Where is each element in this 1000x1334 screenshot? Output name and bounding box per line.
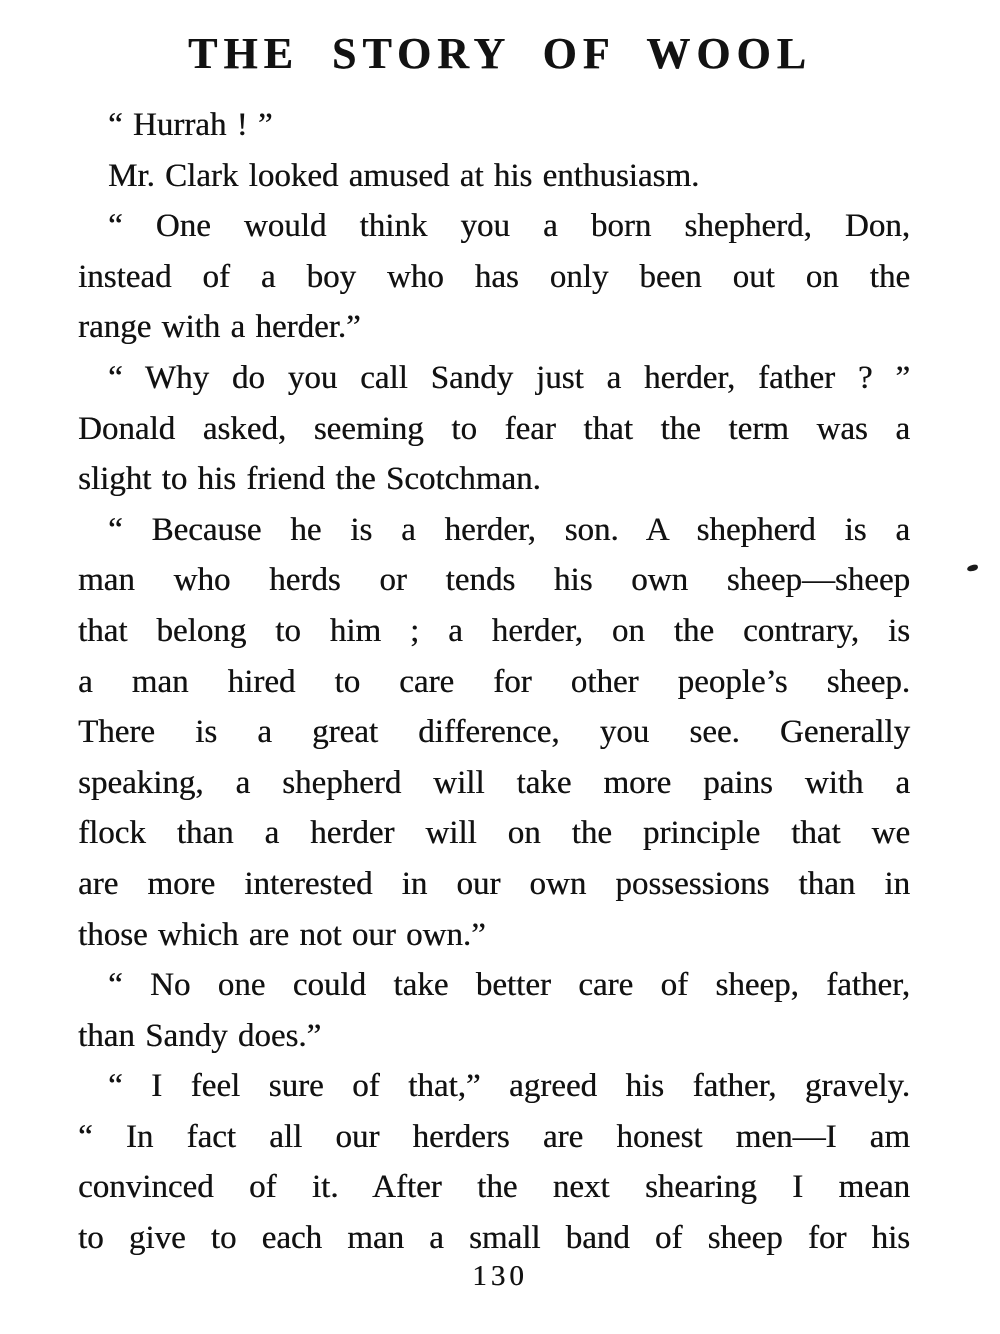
text-line: “ One would think you a born shepherd, Don,: [108, 208, 910, 245]
text-line: There is a great difference, you see. Generally: [78, 714, 910, 751]
text-line: a man hired to care for other people’s sheep.: [78, 663, 910, 700]
text-line: that belong to him ; a herder, on the contrary, is: [78, 612, 910, 649]
text-line: slight to his friend the Scotchman.: [78, 461, 541, 498]
text-line: speaking, a shepherd will take more pains with a: [78, 764, 910, 801]
text-line: Mr. Clark looked amused at his enthusiasm.: [108, 157, 700, 194]
text-line: “ Because he is a herder, son. A shepherd is a: [108, 511, 910, 548]
text-line: instead of a boy who has only been out on the: [78, 258, 910, 295]
text-line: man who herds or tends his own sheep—sheep: [78, 562, 910, 599]
text-line: “ Why do you call Sandy just a herder, father ? ”: [108, 359, 910, 396]
text-line: those which are not our own.”: [78, 916, 486, 953]
text-line: than Sandy does.”: [78, 1017, 322, 1054]
text-line: “ Hurrah ! ”: [108, 107, 273, 143]
text-line: are more interested in our own possessions than in: [78, 865, 910, 902]
text-line: range with a herder.”: [78, 309, 361, 346]
page-title: THE STORY OF WOOL: [187, 29, 812, 78]
scan-artifact-speck: [966, 564, 978, 572]
body-text: [78, 100, 910, 1264]
text-line: flock than a herder will on the principle that we: [78, 815, 910, 852]
text-line: “ No one could take better care of sheep, father,: [108, 967, 910, 1004]
text-line: to give to each man a small band of sheep for his: [78, 1220, 910, 1257]
text-line: “ In fact all our herders are honest men—I am: [78, 1118, 910, 1155]
text-line: “ I feel sure of that,” agreed his father, gravely.: [108, 1068, 910, 1105]
text-line: Donald asked, seeming to fear that the term was a: [78, 410, 910, 447]
page-number: 130: [472, 1260, 528, 1292]
text-line: convinced of it. After the next shearing I mean: [78, 1169, 910, 1206]
